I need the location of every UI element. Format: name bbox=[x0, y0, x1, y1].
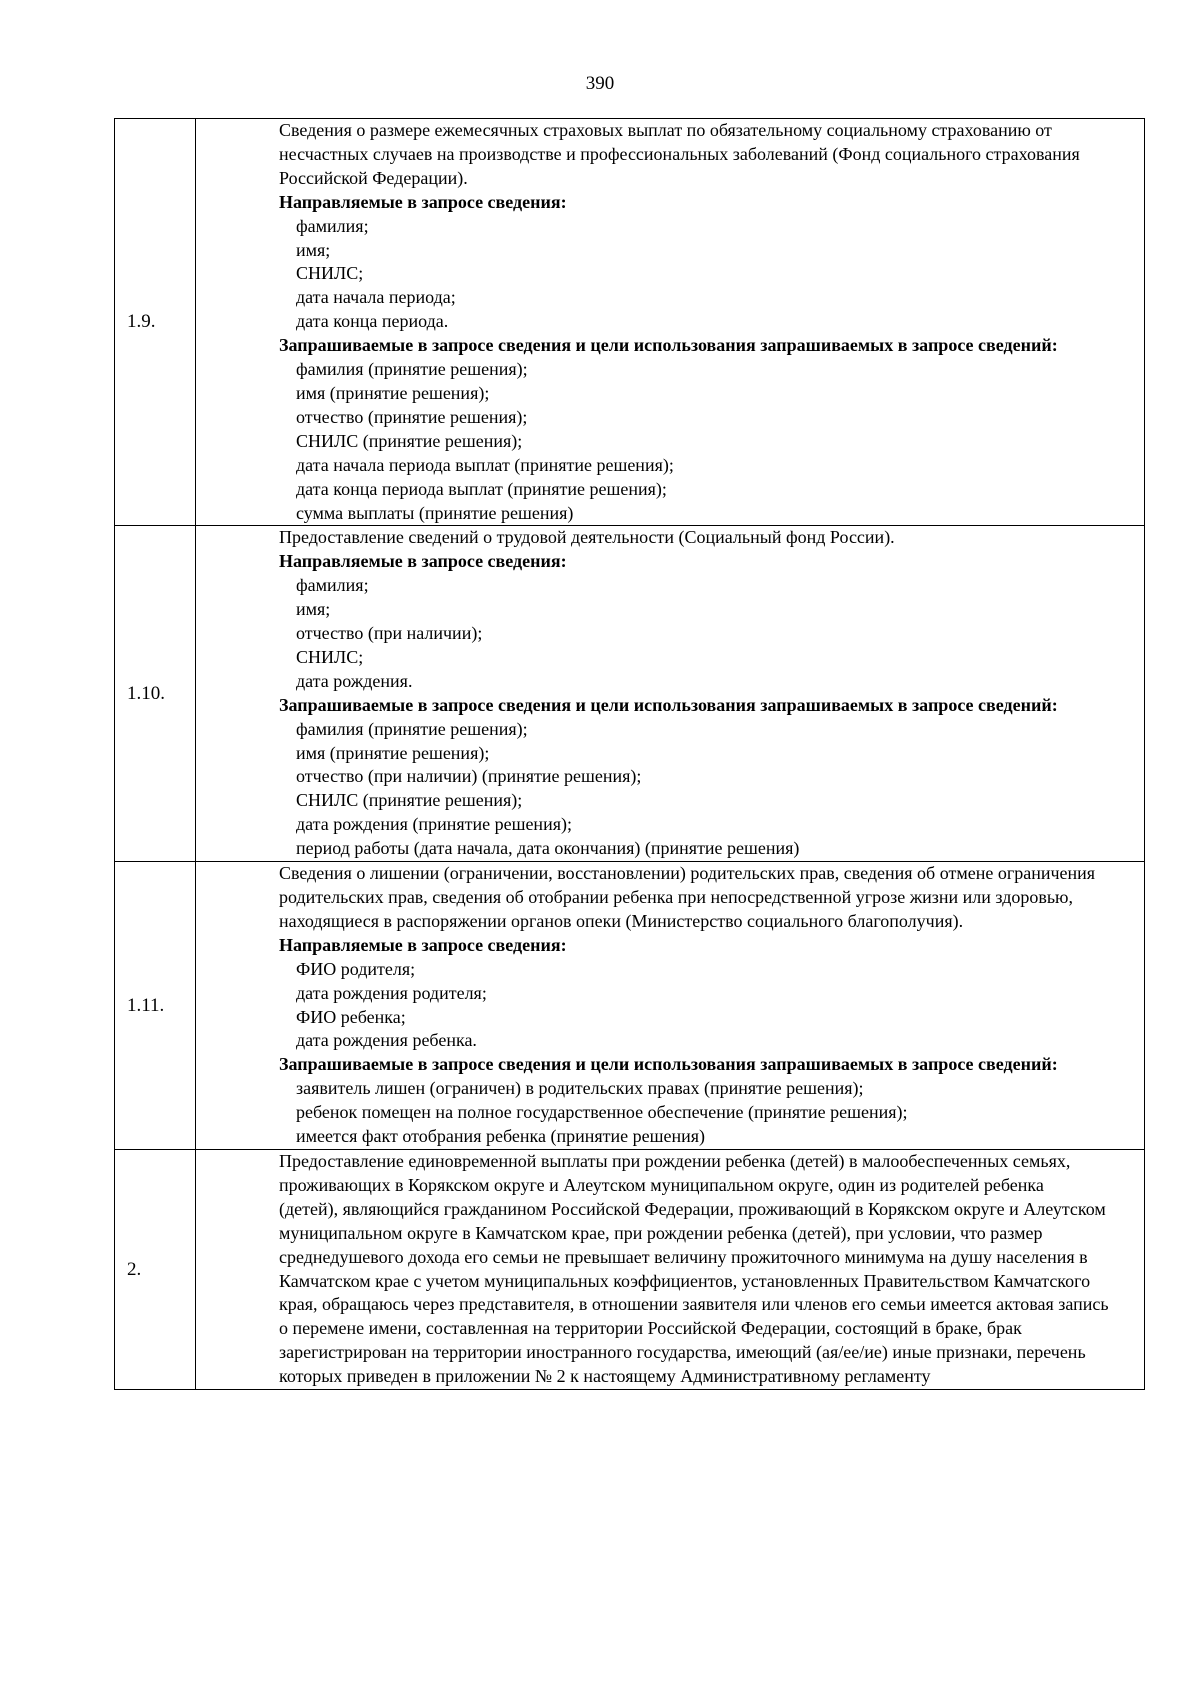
sent-item: дата рождения. bbox=[296, 670, 413, 691]
intro-line: родительских прав, сведения об отобрании ребенка при непосредственной угрозе жизни или здоровью, bbox=[279, 887, 1074, 907]
sent-heading: Направляемые в запросе сведения: bbox=[279, 934, 567, 955]
requested-item: СНИЛС (принятие решения); bbox=[296, 430, 523, 451]
requested-item: период работы (дата начала, дата окончания) (принятие решения) bbox=[296, 838, 800, 859]
row-content bbox=[196, 1149, 1145, 1389]
intro-line: (детей), являющийся гражданином Российской Федерации, проживающий в Корякском округе и Алеутском bbox=[279, 1198, 1106, 1219]
sent-item: дата рождения ребенка. bbox=[296, 1030, 477, 1051]
intro-line: Предоставление сведений о трудовой деятельности (Социальный фонд России). bbox=[279, 527, 895, 548]
sent-heading: Направляемые в запросе сведения: bbox=[279, 551, 567, 572]
intro-line: муниципальном округе в Камчатском крае, при рождении ребенка (детей), при условии, что размер bbox=[279, 1222, 1043, 1243]
intro-line: Предоставление единовременной выплаты при рождении ребенка (детей) в малообеспеченных семьях, bbox=[279, 1150, 1071, 1171]
sent-item: СНИЛС; bbox=[296, 646, 364, 667]
requested-item: имя (принятие решения); bbox=[296, 382, 490, 403]
intro-line: Сведения о размере ежемесячных страховых выплат по обязательному социальному страхованию от bbox=[279, 120, 1052, 140]
intro-line: Сведения о лишении (ограничении, восстановлении) родительских прав, сведения об отмене ограничения bbox=[279, 863, 1096, 884]
intro-line: края, обращаюсь через представителя, в отношении заявителя или членов его семьи имеется актовая запись bbox=[279, 1294, 1109, 1315]
requested-heading: Запрашиваемые в запросе сведения и цели использования запрашиваемых в запросе сведений: bbox=[279, 694, 1058, 715]
sent-item: дата конца периода. bbox=[296, 311, 449, 332]
sent-heading: Направляемые в запросе сведения: bbox=[279, 191, 567, 212]
requests-table bbox=[114, 118, 1145, 1390]
requested-item: заявитель лишен (ограничен) в родительских правах (принятие решения); bbox=[296, 1078, 864, 1099]
row-number: 1.10. bbox=[115, 526, 196, 862]
row-content bbox=[196, 119, 1145, 526]
requested-heading: Запрашиваемые в запросе сведения и цели использования запрашиваемых в запросе сведений: bbox=[279, 335, 1058, 356]
requested-item: дата рождения (принятие решения); bbox=[296, 814, 572, 835]
sent-item: отчество (при наличии); bbox=[296, 623, 483, 644]
row-number: 2. bbox=[115, 1149, 196, 1389]
sent-item: фамилия; bbox=[296, 215, 369, 236]
row-content bbox=[196, 862, 1145, 1150]
sent-item: дата начала периода; bbox=[296, 287, 456, 308]
sent-item: фамилия; bbox=[296, 575, 369, 596]
sent-item: СНИЛС; bbox=[296, 263, 364, 284]
intro-line: проживающих в Корякском округе и Алеутском муниципальном округе, один из родителей ребенка bbox=[279, 1174, 1044, 1195]
requested-item: отчество (принятие решения); bbox=[296, 406, 528, 427]
requested-item: сумма выплаты (принятие решения) bbox=[296, 502, 574, 523]
sent-item: имя; bbox=[296, 599, 331, 620]
requested-item: имя (принятие решения); bbox=[296, 742, 490, 763]
sent-item: ФИО ребенка; bbox=[296, 1006, 406, 1027]
page-number: 390 bbox=[585, 73, 615, 94]
requested-item: имеется факт отобрания ребенка (принятие решения) bbox=[296, 1126, 705, 1147]
intro-line: среднедушевого дохода его семьи не превышает величину прожиточного минимума на душу населения в bbox=[279, 1246, 1088, 1267]
intro-line: о перемене имени, составленная на территории Российской Федерации, состоящий в браке, брак bbox=[279, 1318, 1022, 1339]
requested-item: СНИЛС (принятие решения); bbox=[296, 790, 523, 811]
table-row bbox=[115, 1149, 1145, 1389]
row-number: 1.11. bbox=[115, 862, 196, 1150]
requested-item: фамилия (принятие решения); bbox=[296, 718, 528, 739]
requested-item: ребенок помещен на полное государственное обеспечение (принятие решения); bbox=[296, 1102, 908, 1123]
requested-item: дата начала периода выплат (принятие решения); bbox=[296, 454, 674, 475]
table-row bbox=[115, 119, 1145, 526]
requested-heading: Запрашиваемые в запросе сведения и цели использования запрашиваемых в запросе сведений: bbox=[279, 1054, 1058, 1075]
intro-line: Российской Федерации). bbox=[279, 167, 468, 188]
intro-line: несчастных случаев на производстве и профессиональных заболеваний (Фонд социального страхования bbox=[279, 143, 1080, 164]
requested-item: дата конца периода выплат (принятие решения); bbox=[296, 478, 667, 499]
sent-item: дата рождения родителя; bbox=[296, 982, 487, 1003]
table-row bbox=[115, 862, 1145, 1150]
intro-line: находящиеся в распоряжении органов опеки (Министерство социального благополучия). bbox=[279, 910, 964, 931]
intro-line: которых приведен в приложении № 2 к настоящему Административному регламенту bbox=[279, 1366, 931, 1387]
sent-item: имя; bbox=[296, 239, 331, 260]
row-content bbox=[196, 526, 1145, 862]
row-number: 1.9. bbox=[115, 119, 196, 526]
requested-item: отчество (при наличии) (принятие решения); bbox=[296, 766, 642, 787]
requested-item: фамилия (принятие решения); bbox=[296, 359, 528, 380]
intro-line: Камчатском крае с учетом муниципальных коэффициентов, установленных Правительством Камчатского bbox=[279, 1270, 1091, 1291]
table-row bbox=[115, 526, 1145, 862]
sent-item: ФИО родителя; bbox=[296, 958, 416, 979]
intro-line: зарегистрирован на территории иностранного государства, имеющий (ая/ее/ие) иные признаки, перечень bbox=[279, 1342, 1086, 1363]
